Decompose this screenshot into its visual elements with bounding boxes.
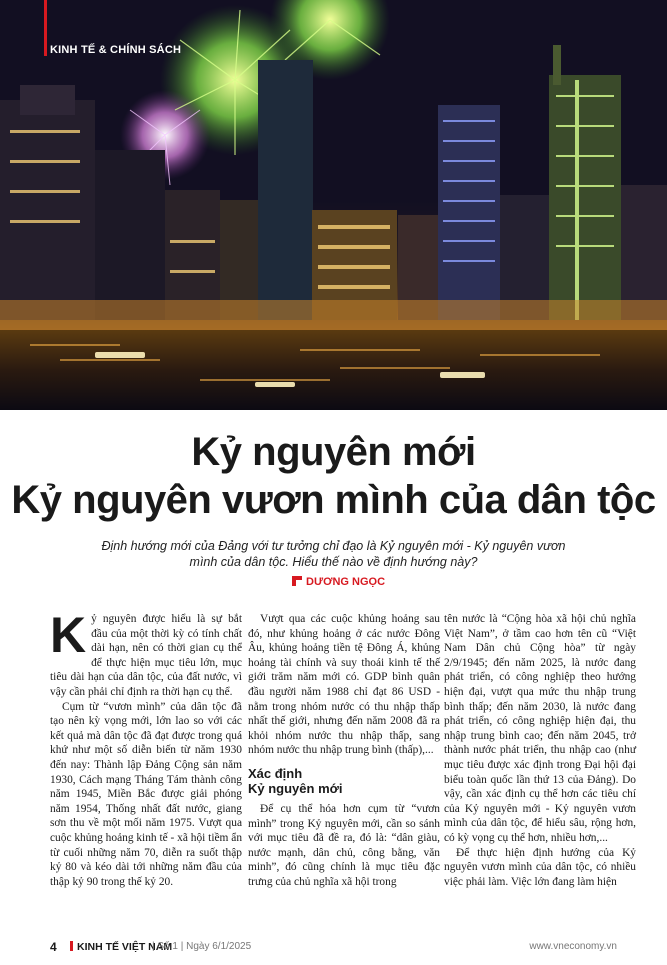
hero-photo — [0, 0, 667, 410]
subheading-line-2: Kỷ nguyên mới — [248, 780, 343, 796]
paragraph-3: Vượt qua các cuộc khủng hoảng sau đó, như khủng hoảng ở các nước Đông Âu, khủng hoảng tiền tệ Đông Á, khủng hoảng tài chính và suy thoái kinh tế thế giới trăm năm mới có. GDP bình quân đầu người năm 1988 chỉ đạt 86 USD - nằm trong nhóm nước có thu nhập thấp nhất thế giới, nhưng đến năm 2008 đã ra khỏi nhóm nước thu nhập thấp, sang nhóm nước thu nhập trung bình (thấp),... — [248, 613, 440, 757]
paragraph-1-text: ỷ nguyên được hiểu là sự bắt đầu của một thời kỳ có tính chất dài hạn, nên có thời gian cụ thể để thực hiện mục tiêu lớn, mục tiêu dài hạn của dân tộc, của đất nước, vì vậy cần phải chỉ định ra thời hạn cụ thể. — [50, 613, 242, 698]
paragraph-4: Để cụ thể hóa hơn cụm từ “vươn mình” trong Kỷ nguyên mới, cần so sánh với mục tiêu đã đề ra, đó là: “dân giàu, nước mạnh, dân chủ, công bằng, văn minh”, đó cũng chính là mục tiêu đặc trưng của chủ nghĩa xã hội trong — [248, 802, 440, 888]
paragraph-1 — [50, 607, 242, 700]
publication-name: KINH TẾ VIỆT NAM — [70, 941, 172, 953]
subheading-line-1: Xác định — [248, 765, 303, 781]
page-footer — [0, 940, 667, 960]
website-url[interactable]: www.vneconomy.vn — [529, 941, 617, 952]
article-column-3 — [444, 612, 636, 889]
subheading — [248, 766, 440, 796]
article-column-1 — [50, 607, 243, 889]
article-column-2 — [248, 612, 440, 890]
issue-info: | Số 1 | Ngày 6/1/2025 — [152, 941, 252, 952]
drop-cap: K — [50, 607, 87, 663]
headline-line-2: Kỷ nguyên vươn mình của dân tộc — [11, 478, 656, 522]
paragraph-5: tên nước là “Cộng hòa xã hội chủ nghĩa Việt Nam”, ở tầm cao hơn tên cũ “Việt Nam Dân chủ Cộng hòa” từ ngày 2/9/1945; đến năm 2025, là nước đang phát triển, có công nghiệp theo hướng hiện đại, vượt qua mức thu nhập trung bình thấp; đến năm 2030, là nước đang phát triển, có công nghiệp hiện đại, thu nhập trung bình cao; đến năm 2045, trở thành nước phát triển, thu nhập cao (như mục tiêu được xác định trong Đại hội đại biểu toàn quốc lần thứ 13 của Đảng). Do vậy, cần xác định cụ thể hơn các tiêu chí của Kỷ nguyên mới - Kỷ nguyên vươn mình của dân tộc, để hiểu sâu, rộng hơn, có kỳ vọng cụ thể hơn, nhiều hơn,... — [444, 613, 636, 844]
paragraph-2: Cụm từ “vươn mình” của dân tộc đã tạo nên kỳ vọng mới, lớn lao so với các kết quả mà dân tộc đã đạt được trong quá khứ như một số diễn biến từ năm 1930 đến nay: Thành lập Đảng Cộng sản năm 1930, Cách mạng Tháng Tám thành công năm 1945, Miền Bắc được giải phóng năm 1954, Thống nhất đất nước, giang sơn thu về một mối năm 1975. Vượt qua cuộc khủng hoảng kinh tế - xã hội tiềm ẩn từ cuối những năm 70, diễn ra suốt thập kỷ 80 và kéo dài tới những năm đầu của thập kỷ 90 trong thế kỷ 20. — [50, 700, 243, 888]
section-label: KINH TẾ & CHÍNH SÁCH — [50, 44, 182, 56]
paragraph-6: Để thực hiện định hướng của Kỷ nguyên vươn mình của dân tộc, có nhiều việc phải làm. Việc lớn đang làm hiện — [444, 846, 636, 888]
city-fireworks-illustration — [0, 0, 667, 410]
author-name: DƯƠNG NGỌC — [306, 576, 386, 588]
headline-line-1: Kỷ nguyên mới — [191, 430, 476, 474]
author-byline — [292, 576, 385, 588]
lead-paragraph: Định hướng mới của Đảng với tư tưởng chỉ đạo là Kỷ nguyên mới - Kỷ nguyên vươn mình của dân tộc. Hiểu thế nào về định hướng này? — [101, 539, 566, 569]
author-marker-icon — [292, 576, 302, 586]
page-number: 4 — [50, 940, 57, 954]
